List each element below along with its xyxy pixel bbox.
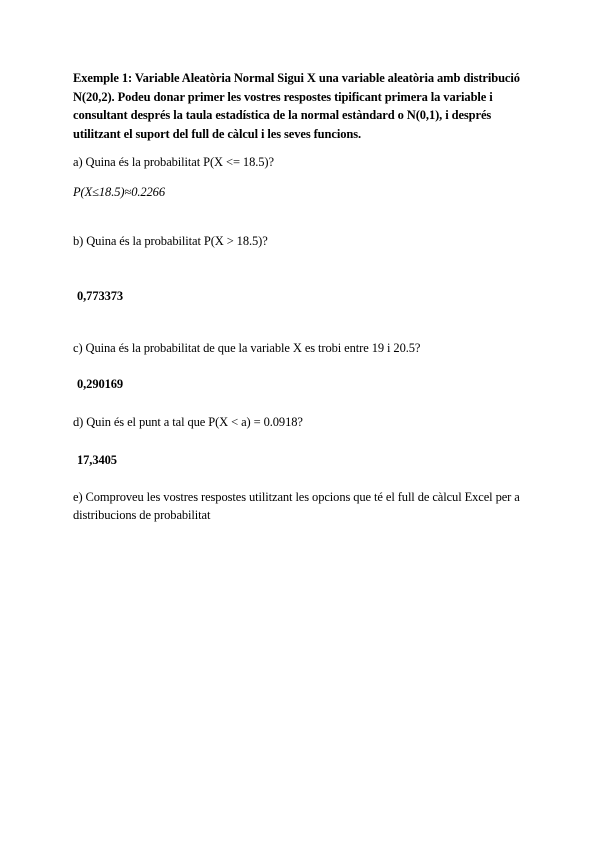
answer-c: 0,290169: [77, 377, 124, 391]
question-b: b) Quina és la probabilitat P(X > 18.5)?: [73, 234, 268, 248]
exercise-intro: Exemple 1: Variable Aleatòria Normal Sigui X una variable aleatòria amb distribució N(20,2). Podeu donar primer les vostres respostes tipificant primera la variable i consultant després la taula estadística de la normal estàndard o N(0,1), i després utilitzant el suport del full de càlcul i les seves funcions.: [73, 71, 520, 141]
answer-a: P(X≤18.5)≈0.2266: [73, 185, 165, 199]
question-a: a) Quina és la probabilitat P(X <= 18.5)?: [73, 155, 274, 169]
question-d: d) Quin és el punt a tal que P(X < a) = 0.0918?: [73, 415, 303, 429]
question-c: c) Quina és la probabilitat de que la variable X es trobi entre 19 i 20.5?: [73, 341, 421, 355]
answer-d: 17,3405: [77, 453, 117, 467]
question-e: e) Comproveu les vostres respostes utilitzant les opcions que té el full de càlcul Excel per a distribucions de probabilitat: [73, 490, 520, 522]
answer-b: 0,773373: [77, 289, 124, 303]
